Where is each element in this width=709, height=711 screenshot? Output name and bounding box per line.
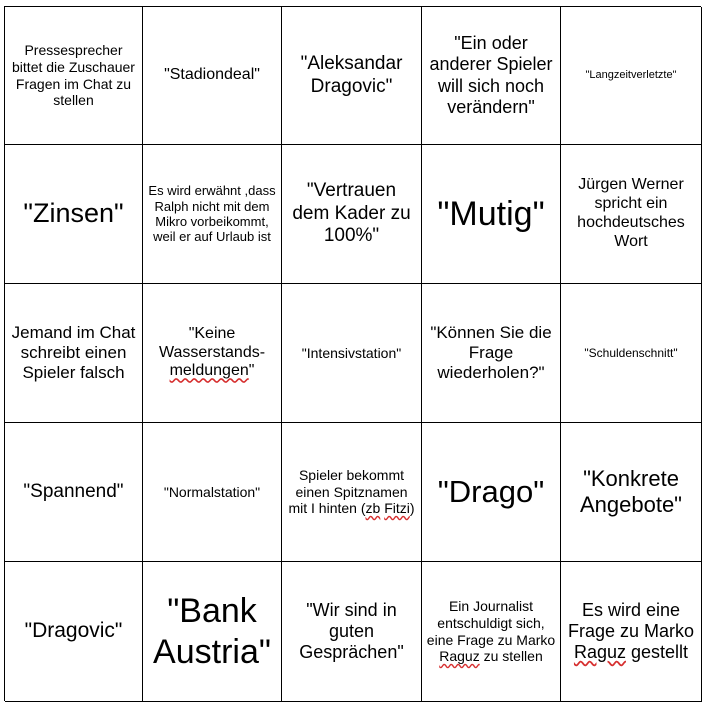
cell-text: "Spannend" (23, 480, 124, 502)
cell-text-part: "Keine Wasserstands- (158, 324, 266, 361)
cell-text-part: zu stellen (479, 648, 543, 665)
spellcheck-underlined-word: Fitzi (384, 500, 410, 517)
bingo-cell[interactable] (282, 7, 422, 145)
bingo-cell[interactable] (143, 145, 282, 284)
cell-text: "Ein oder anderer Spieler will sich noch verändern" (429, 33, 553, 117)
cell-text (426, 598, 556, 664)
cell-text (286, 467, 417, 517)
spellcheck-underlined-word: Raguz (573, 642, 626, 663)
cell-text: "Bank Austria" (153, 592, 271, 671)
cell-text: "Vertrauen dem Kader zu 100%" (292, 180, 411, 247)
cell-text: "Konkrete Angebote" (579, 466, 682, 517)
bingo-cell[interactable] (561, 7, 702, 145)
cell-text: Jürgen Werner spricht ein hochdeutsches Wort (577, 176, 685, 250)
cell-text: "Intensivstation" (301, 344, 402, 361)
bingo-cell[interactable] (282, 284, 422, 423)
bingo-cell[interactable] (422, 7, 561, 145)
cell-text-part: Es wird eine Frage zu Marko (567, 599, 695, 641)
bingo-cell[interactable] (422, 562, 561, 702)
bingo-cell[interactable] (143, 284, 282, 423)
spellcheck-underlined-word: zb (365, 500, 381, 517)
bingo-cell[interactable] (422, 423, 561, 562)
cell-text: "Dragovic" (24, 619, 123, 643)
cell-text: Es wird erwähnt ,dass Ralph nicht mit dem Mikro vorbeikommt, weil er auf Urlaub ist (148, 183, 276, 245)
bingo-cell[interactable] (282, 562, 422, 702)
cell-text: "Normalstation" (163, 483, 261, 500)
cell-text: Pressesprecher bittet die Zuschauer Fragen im Chat zu stellen (12, 42, 135, 109)
cell-text: "Aleksandar Dragovic" (300, 53, 403, 97)
cell-text: "Schuldenschnitt" (584, 345, 678, 360)
cell-text: "Drago" (437, 473, 545, 509)
cell-text: "Mutig" (437, 194, 545, 233)
bingo-cell[interactable] (5, 423, 143, 562)
bingo-cell[interactable] (5, 284, 143, 423)
bingo-cell[interactable] (282, 423, 422, 562)
bingo-cell[interactable] (282, 145, 422, 284)
spellcheck-underlined-word: meldungen (169, 362, 249, 380)
cell-text-part: Spieler bekommt einen Spitznamen mit I hinten ( (288, 467, 408, 517)
cell-text-part: Ein Journalist entschuldigt sich, eine Frage zu Marko (426, 598, 556, 648)
cell-text-part: ) (409, 500, 415, 517)
cell-text: "Langzeitverletzte" (585, 69, 677, 82)
cell-text (147, 325, 277, 382)
bingo-cell[interactable] (5, 145, 143, 284)
bingo-cell[interactable] (5, 562, 143, 702)
bingo-board (4, 6, 701, 701)
cell-text (565, 600, 697, 664)
bingo-cell[interactable] (5, 7, 143, 145)
bingo-cell[interactable] (422, 145, 561, 284)
cell-text: "Wir sind in guten Gesprächen" (299, 599, 404, 663)
bingo-cell[interactable] (561, 423, 702, 562)
cell-text: "Stadiondeal" (164, 66, 260, 84)
bingo-cell[interactable] (143, 423, 282, 562)
bingo-cell[interactable] (143, 562, 282, 702)
cell-text: "Zinsen" (23, 198, 124, 229)
bingo-cell[interactable] (561, 562, 702, 702)
bingo-cell[interactable] (561, 284, 702, 423)
bingo-cell[interactable] (422, 284, 561, 423)
cell-text-part: " (248, 362, 255, 380)
bingo-cell[interactable] (561, 145, 702, 284)
cell-text: "Können Sie die Frage wiederholen?" (430, 322, 552, 383)
bingo-cell[interactable] (143, 7, 282, 145)
cell-text-part: gestellt (625, 642, 689, 663)
cell-text: Jemand im Chat schreibt einen Spieler falsch (11, 322, 136, 383)
spellcheck-underlined-word: Raguz (439, 648, 480, 665)
